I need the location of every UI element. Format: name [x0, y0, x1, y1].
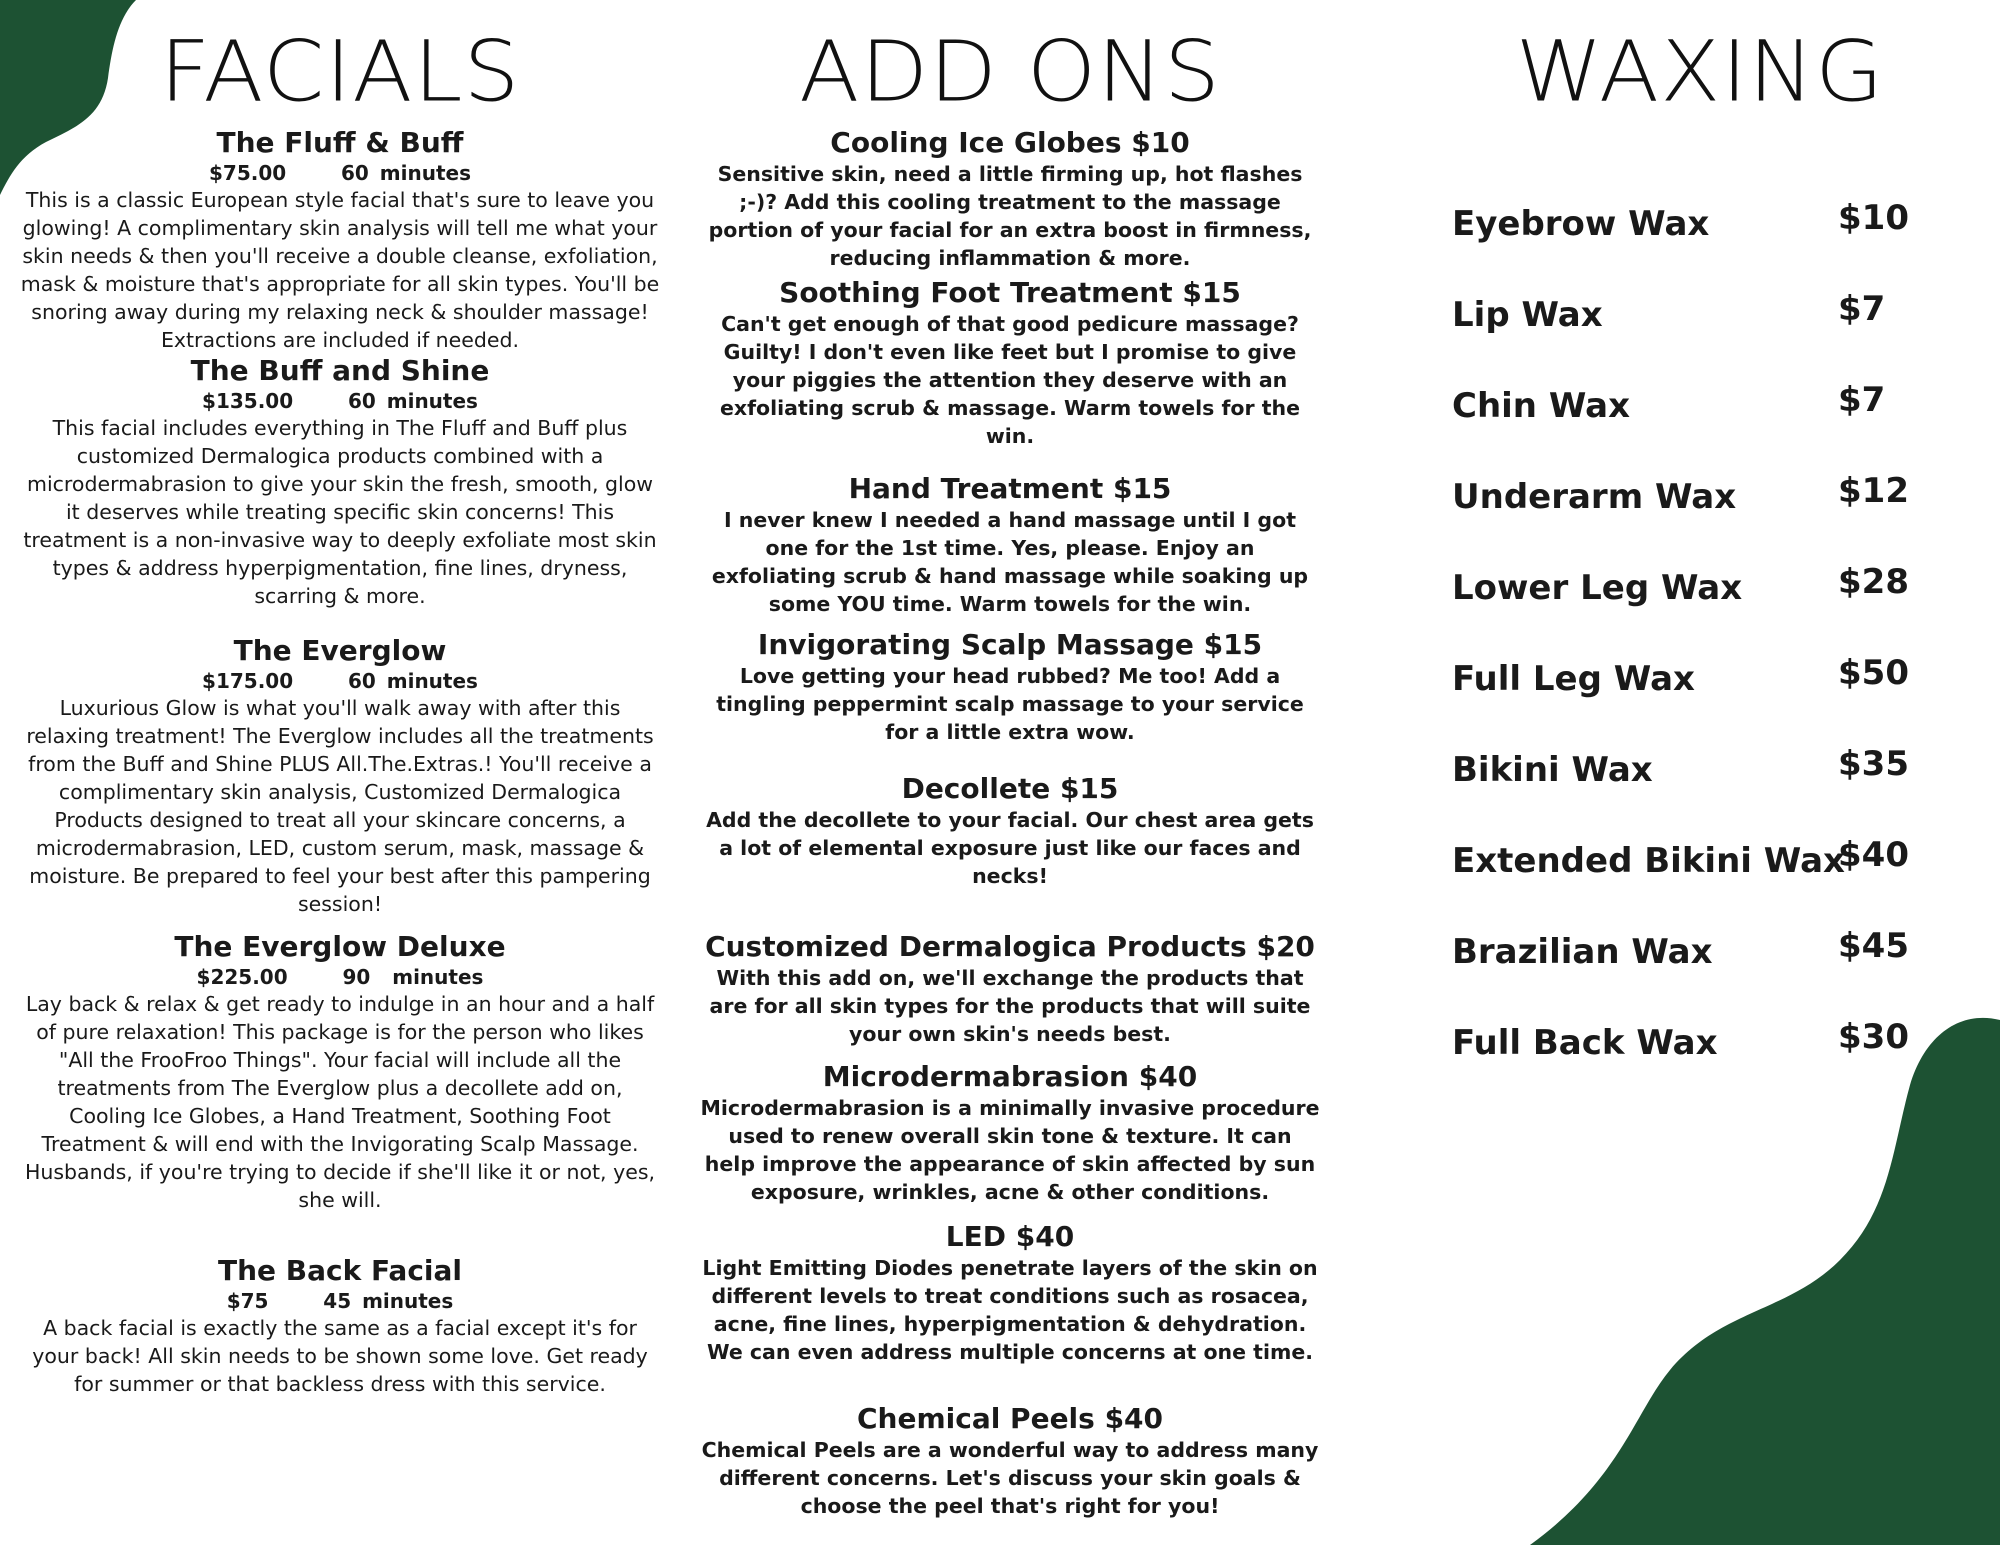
wax-service-name: Full Leg Wax [1452, 659, 1695, 699]
wax-service-price: $7 [1838, 380, 1886, 420]
wax-service-name: Lip Wax [1452, 295, 1603, 335]
addon-item [700, 126, 1320, 272]
wax-service-name: Full Back Wax [1452, 1023, 1718, 1063]
addon-description: Love getting your head rubbed? Me too! Add a tingling peppermint scalp massage to your service for a little extra wow. [716, 664, 1304, 744]
wax-service-price: $7 [1838, 289, 1886, 329]
facial-name: The Everglow [233, 634, 447, 667]
facial-name: The Fluff & Buff [216, 126, 464, 159]
wax-service-name: Bikini Wax [1452, 750, 1653, 790]
addons-column [700, 0, 1320, 1520]
addon-item [700, 930, 1320, 1048]
facial-price: $75.00 [208, 161, 287, 185]
wax-service-name: Chin Wax [1452, 386, 1631, 426]
facial-duration: 60 minutes [347, 669, 478, 693]
addon-name: Chemical Peels $40 [856, 1402, 1164, 1435]
facial-description: This facial includes everything in The Fluff and Buff plus customized Dermalogica products combined with a microdermabrasion to give your skin the fresh, smooth, glow it deserves while treating specific skin concerns! This treatment is a non-invasive way to deeply exfoliate most skin types & address hyperpigmentation, fine lines, dryness, scarring & more. [23, 416, 657, 608]
facial-description: Lay back & relax & get ready to indulge in an hour and a half of pure relaxation! This package is for the person who likes "All the FrooFroo Things". Your facial will include all the treatments from The Everglow plus a decollete add on, Cooling Ice Globes, a Hand Treatment, Soothing Foot Treatment & will end with the Invigorating Scalp Massage. Husbands, if you're trying to decide if she'll like it or not, yes, she will. [24, 992, 656, 1212]
wax-service-row [1430, 744, 1970, 790]
addon-description: Microdermabrasion is a minimally invasive procedure used to renew overall skin tone & texture. It can help improve the appearance of skin affected by sun exposure, wrinkles, acne & other conditions. [700, 1096, 1320, 1204]
wax-service-row [1430, 198, 1970, 244]
wax-service-name: Extended Bikini Wax [1452, 841, 1845, 881]
addon-description: Light Emitting Diodes penetrate layers of the skin on different levels to treat conditions such as rosacea, acne, fine lines, hyperpigmentation & dehydration. We can even address multiple concerns at one time. [702, 1256, 1318, 1364]
waxing-column [1430, 0, 1970, 1100]
addon-item [700, 628, 1320, 746]
facials-column [20, 0, 660, 1398]
facial-item [20, 126, 660, 354]
wax-service-row [1430, 289, 1970, 335]
wax-service-name: Brazilian Wax [1452, 932, 1713, 972]
wax-service-price: $40 [1838, 835, 1909, 875]
facial-price: $75 [226, 1289, 269, 1313]
addon-item [700, 276, 1320, 450]
addon-item [700, 1220, 1320, 1366]
facial-description: This is a classic European style facial that's sure to leave you glowing! A complimentary skin analysis will tell me what your skin needs & then you'll receive a double cleanse, exfoliation, mask & moisture that's appropriate for all skin types. You'll be snoring away during my relaxing neck & shoulder massage! Extractions are included if needed. [20, 188, 660, 352]
addon-name: LED $40 [945, 1220, 1075, 1253]
addon-description: Can't get enough of that good pedicure massage? Guilty! I don't even like feet but I promise to give your piggies the attention they deserve with an exfoliating scrub & massage. Warm towels for the win. [719, 312, 1301, 448]
addon-description: With this add on, we'll exchange the products that are for all skin types for the products that will suite your own skin's needs best. [709, 966, 1311, 1046]
addon-description: Chemical Peels are a wonderful way to address many different concerns. Let's discuss your skin goals & choose the peel that's right for you! [701, 1438, 1319, 1518]
addon-name: Hand Treatment $15 [848, 472, 1172, 505]
facials-title: FACIALS [159, 22, 521, 121]
facial-item [20, 1254, 660, 1398]
addon-name: Invigorating Scalp Massage $15 [757, 628, 1263, 661]
facial-item [20, 354, 660, 610]
facial-description: Luxurious Glow is what you'll walk away with after this relaxing treatment! The Everglow includes all the treatments from the Buff and Shine PLUS All.The.Extras.! You'll receive a complimentary skin analysis, Customized Dermalogica Products designed to treat all your skincare concerns, a microdermabrasion, LED, custom serum, mask, massage & moisture. Be prepared to feel your best after this pampering session! [26, 696, 654, 916]
facial-name: The Everglow Deluxe [174, 930, 506, 963]
wax-service-row [1430, 1017, 1970, 1063]
addon-name: Soothing Foot Treatment $15 [779, 276, 1241, 309]
wax-service-name: Underarm Wax [1452, 477, 1737, 517]
facial-item [20, 930, 660, 1214]
addons-title: ADD ONS [799, 22, 1221, 121]
wax-service-row [1430, 835, 1970, 881]
addon-item [700, 472, 1320, 618]
wax-service-row [1430, 653, 1970, 699]
facial-price: $135.00 [202, 389, 294, 413]
wax-service-row [1430, 562, 1970, 608]
wax-service-row [1430, 926, 1970, 972]
wax-service-name: Eyebrow Wax [1452, 204, 1710, 244]
wax-service-row [1430, 471, 1970, 517]
addon-item [700, 772, 1320, 890]
addon-item [700, 1060, 1320, 1206]
wax-service-price: $35 [1838, 744, 1909, 784]
addon-name: Decollete $15 [901, 772, 1119, 805]
wax-service-row [1430, 380, 1970, 426]
facial-duration: 45 minutes [323, 1289, 454, 1313]
wax-service-price: $50 [1838, 653, 1909, 693]
wax-service-price: $12 [1838, 471, 1909, 511]
addon-description: Sensitive skin, need a little firming up, hot flashes ;-)? Add this cooling treatment to the massage portion of your facial for an extra boost in firmness, reducing inflammation & more. [708, 162, 1312, 270]
addon-description: I never knew I needed a hand massage until I got one for the 1st time. Yes, please. Enjoy an exfoliating scrub & hand massage while soaking up some YOU time. Warm towels for the win. [711, 508, 1309, 616]
wax-service-price: $30 [1838, 1017, 1909, 1057]
addon-name: Customized Dermalogica Products $20 [705, 930, 1315, 963]
facial-price: $225.00 [196, 965, 288, 989]
addon-description: Add the decollete to your facial. Our chest area gets a lot of elemental exposure just like our faces and necks! [706, 808, 1314, 888]
wax-service-price: $28 [1838, 562, 1909, 602]
wax-service-name: Lower Leg Wax [1452, 568, 1743, 608]
facial-duration: 90 minutes [342, 965, 484, 989]
addon-name: Cooling Ice Globes $10 [830, 126, 1190, 159]
facial-name: The Buff and Shine [190, 354, 490, 387]
addon-item [700, 1402, 1320, 1520]
wax-service-price: $10 [1838, 198, 1909, 238]
facial-item [20, 634, 660, 918]
facial-duration: 60 minutes [347, 389, 478, 413]
facial-duration: 60 minutes [341, 161, 471, 185]
facial-price: $175.00 [202, 669, 294, 693]
wax-service-price: $45 [1838, 926, 1909, 966]
facial-description: A back facial is exactly the same as a facial except it's for your back! All skin needs to be shown some love. Get ready for summer or that backless dress with this service. [32, 1316, 648, 1396]
addon-name: Microdermabrasion $40 [822, 1060, 1198, 1093]
facial-name: The Back Facial [217, 1254, 463, 1287]
waxing-title: WAXING [1515, 22, 1885, 121]
